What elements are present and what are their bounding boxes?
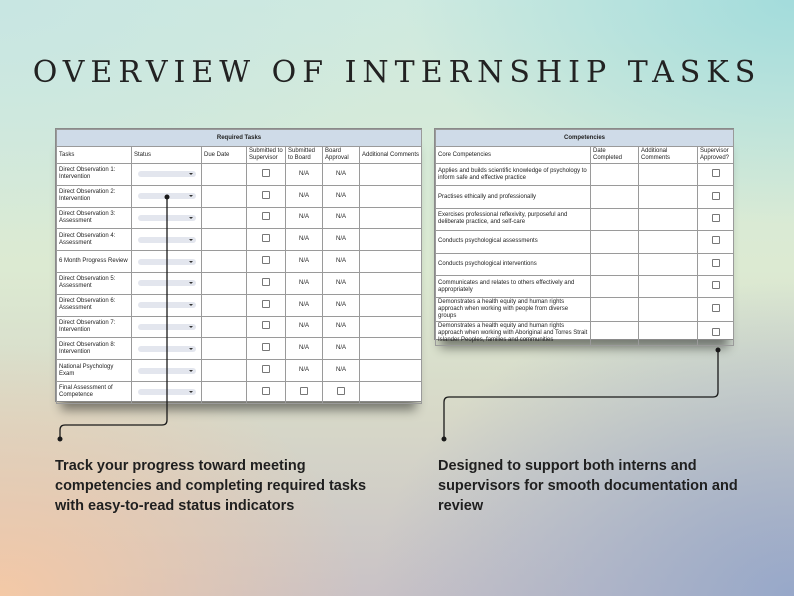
due-date-cell[interactable]: [202, 251, 247, 273]
additional-comments-cell[interactable]: [639, 231, 698, 253]
competencies-col-header: Additional Comments: [639, 147, 698, 164]
competencies-col-header: Date Completed: [591, 147, 639, 164]
supervisor-approved-checkbox[interactable]: [712, 236, 720, 244]
task-name: Direct Observation 5: Assessment: [57, 272, 132, 294]
submitted-supervisor-checkbox[interactable]: [262, 387, 270, 395]
date-completed-cell[interactable]: [591, 322, 639, 346]
status-dropdown[interactable]: [138, 302, 196, 308]
submitted-board-na: N/A: [286, 294, 323, 316]
due-date-cell[interactable]: [202, 338, 247, 360]
task-name: Direct Observation 6: Assessment: [57, 294, 132, 316]
due-date-cell[interactable]: [202, 381, 247, 403]
submitted-supervisor-cell: [247, 381, 286, 403]
supervisor-approved-checkbox[interactable]: [712, 169, 720, 177]
submitted-supervisor-checkbox[interactable]: [262, 256, 270, 264]
required-tasks-col-header: Submitted to Board: [286, 147, 323, 164]
status-dropdown[interactable]: [138, 193, 196, 199]
table-row: [57, 207, 422, 229]
status-cell: [132, 229, 202, 251]
additional-comments-cell[interactable]: [639, 298, 698, 322]
table-row: [436, 322, 734, 346]
competency-name: Applies and builds scientific knowledge of psychology to inform safe and effective practice: [436, 164, 591, 186]
competency-name: Demonstrates a health equity and human rights approach when working with people from diverse groups: [436, 298, 591, 322]
additional-comments-cell[interactable]: [360, 251, 422, 273]
status-dropdown[interactable]: [138, 237, 196, 243]
due-date-cell[interactable]: [202, 294, 247, 316]
additional-comments-cell[interactable]: [360, 316, 422, 338]
status-cell: [132, 338, 202, 360]
due-date-cell[interactable]: [202, 272, 247, 294]
due-date-cell[interactable]: [202, 185, 247, 207]
supervisor-approved-checkbox[interactable]: [712, 192, 720, 200]
supervisor-approved-cell: [698, 231, 734, 253]
supervisor-approved-checkbox[interactable]: [712, 328, 720, 336]
competency-name: Practises ethically and professionally: [436, 186, 591, 208]
competency-name: Exercises professional reflexivity, purposeful and deliberate practice, and self-care: [436, 208, 591, 230]
date-completed-cell[interactable]: [591, 275, 639, 297]
due-date-cell[interactable]: [202, 164, 247, 186]
board-approval-na: N/A: [323, 185, 360, 207]
table-row: [57, 381, 422, 403]
required-tasks-banner: Required Tasks: [57, 130, 422, 147]
submitted-supervisor-checkbox[interactable]: [262, 234, 270, 242]
task-name: Direct Observation 1: Intervention: [57, 164, 132, 186]
submitted-supervisor-cell: [247, 338, 286, 360]
submitted-supervisor-cell: [247, 185, 286, 207]
submitted-supervisor-cell: [247, 316, 286, 338]
submitted-board-na: N/A: [286, 316, 323, 338]
submitted-supervisor-cell: [247, 207, 286, 229]
submitted-board-na: N/A: [286, 338, 323, 360]
submitted-supervisor-cell: [247, 272, 286, 294]
due-date-cell[interactable]: [202, 360, 247, 382]
date-completed-cell[interactable]: [591, 253, 639, 275]
additional-comments-cell[interactable]: [360, 229, 422, 251]
status-cell: [132, 360, 202, 382]
board-approval-na: N/A: [323, 338, 360, 360]
required-tasks-col-header: Status: [132, 147, 202, 164]
additional-comments-cell[interactable]: [639, 275, 698, 297]
required-tasks-table: [56, 129, 422, 404]
required-tasks-col-header: Submitted to Supervisor: [247, 147, 286, 164]
table-row: [436, 186, 734, 208]
competencies-col-header: Core Competencies: [436, 147, 591, 164]
required-tasks-col-header: Board Approval: [323, 147, 360, 164]
submitted-supervisor-cell: [247, 360, 286, 382]
table-row: [57, 272, 422, 294]
additional-comments-cell[interactable]: [360, 381, 422, 403]
table-row: [436, 164, 734, 186]
supervisor-approved-checkbox[interactable]: [712, 259, 720, 267]
submitted-supervisor-cell: [247, 251, 286, 273]
submitted-supervisor-checkbox[interactable]: [262, 365, 270, 373]
right-connector-dot-top: [716, 348, 721, 353]
additional-comments-cell[interactable]: [360, 185, 422, 207]
submitted-supervisor-checkbox[interactable]: [262, 321, 270, 329]
submitted-board-na: N/A: [286, 185, 323, 207]
submitted-supervisor-checkbox[interactable]: [262, 300, 270, 308]
status-cell: [132, 164, 202, 186]
left-connector-dot-bottom: [58, 437, 63, 442]
table-row: [436, 231, 734, 253]
additional-comments-cell[interactable]: [360, 207, 422, 229]
date-completed-cell[interactable]: [591, 186, 639, 208]
date-completed-cell[interactable]: [591, 231, 639, 253]
competencies-sheet: [434, 128, 734, 344]
right-connector-dot-bottom: [442, 437, 447, 442]
left-caption: Track your progress toward meeting competencies and completing required tasks with easy-to-read status indicators: [55, 458, 367, 514]
due-date-cell[interactable]: [202, 207, 247, 229]
board-approval-na: N/A: [323, 251, 360, 273]
task-name: Direct Observation 3: Assessment: [57, 207, 132, 229]
table-row: [57, 251, 422, 273]
submitted-supervisor-cell: [247, 229, 286, 251]
board-approval-na: N/A: [323, 294, 360, 316]
due-date-cell[interactable]: [202, 316, 247, 338]
task-name: National Psychology Exam: [57, 360, 132, 382]
board-approval-na: N/A: [323, 272, 360, 294]
required-tasks-col-header: Tasks: [57, 147, 132, 164]
status-cell: [132, 207, 202, 229]
status-dropdown[interactable]: [138, 368, 196, 374]
table-row: [436, 208, 734, 230]
submitted-board-na: N/A: [286, 207, 323, 229]
competencies-col-header: Supervisor Approved?: [698, 147, 734, 164]
additional-comments-cell[interactable]: [639, 253, 698, 275]
table-row: [57, 229, 422, 251]
supervisor-approved-cell: [698, 253, 734, 275]
submitted-board-checkbox[interactable]: [300, 387, 308, 395]
additional-comments-cell[interactable]: [639, 186, 698, 208]
competencies-banner: Competencies: [436, 130, 734, 147]
supervisor-approved-cell: [698, 164, 734, 186]
right-caption: Designed to support both interns and supervisors for smooth documentation and review: [438, 458, 738, 514]
status-dropdown[interactable]: [138, 324, 196, 330]
table-row: [57, 316, 422, 338]
competency-name: Conducts psychological interventions: [436, 253, 591, 275]
date-completed-cell[interactable]: [591, 298, 639, 322]
status-cell: [132, 316, 202, 338]
status-dropdown[interactable]: [138, 280, 196, 286]
table-row: [57, 338, 422, 360]
status-cell: [132, 272, 202, 294]
submitted-supervisor-checkbox[interactable]: [262, 169, 270, 177]
required-tasks-col-header: Additional Comments: [360, 147, 422, 164]
table-row: [436, 275, 734, 297]
table-row: [57, 294, 422, 316]
board-approval-na: N/A: [323, 164, 360, 186]
required-tasks-sheet: [55, 128, 422, 402]
right-connector-line: [444, 350, 718, 439]
additional-comments-cell[interactable]: [360, 294, 422, 316]
submitted-supervisor-cell: [247, 294, 286, 316]
competency-name: Communicates and relates to others effectively and appropriately: [436, 275, 591, 297]
additional-comments-cell[interactable]: [360, 338, 422, 360]
competencies-table: [435, 129, 734, 346]
table-row: [57, 360, 422, 382]
status-dropdown[interactable]: [138, 171, 196, 177]
additional-comments-cell[interactable]: [639, 164, 698, 186]
supervisor-approved-cell: [698, 208, 734, 230]
status-dropdown[interactable]: [138, 259, 196, 265]
additional-comments-cell[interactable]: [639, 322, 698, 346]
additional-comments-cell[interactable]: [639, 208, 698, 230]
required-tasks-col-header: Due Date: [202, 147, 247, 164]
board-approval-cell: [323, 381, 360, 403]
submitted-board-na: N/A: [286, 251, 323, 273]
submitted-supervisor-cell: [247, 164, 286, 186]
additional-comments-cell[interactable]: [360, 360, 422, 382]
submitted-board-na: N/A: [286, 272, 323, 294]
board-approval-checkbox[interactable]: [337, 387, 345, 395]
board-approval-na: N/A: [323, 360, 360, 382]
status-cell: [132, 251, 202, 273]
submitted-supervisor-checkbox[interactable]: [262, 278, 270, 286]
submitted-supervisor-checkbox[interactable]: [262, 212, 270, 220]
due-date-cell[interactable]: [202, 229, 247, 251]
table-row: [57, 185, 422, 207]
supervisor-approved-cell: [698, 298, 734, 322]
submitted-supervisor-checkbox[interactable]: [262, 343, 270, 351]
status-cell: [132, 294, 202, 316]
additional-comments-cell[interactable]: [360, 272, 422, 294]
task-name: Direct Observation 4: Assessment: [57, 229, 132, 251]
date-completed-cell[interactable]: [591, 164, 639, 186]
status-dropdown[interactable]: [138, 389, 196, 395]
board-approval-na: N/A: [323, 316, 360, 338]
additional-comments-cell[interactable]: [360, 164, 422, 186]
supervisor-approved-cell: [698, 322, 734, 346]
supervisor-approved-checkbox[interactable]: [712, 214, 720, 222]
table-row: [57, 164, 422, 186]
submitted-supervisor-checkbox[interactable]: [262, 191, 270, 199]
page-title: OVERVIEW OF INTERNSHIP TASKS: [32, 55, 762, 90]
status-cell: [132, 381, 202, 403]
supervisor-approved-cell: [698, 275, 734, 297]
submitted-board-na: N/A: [286, 229, 323, 251]
status-dropdown[interactable]: [138, 215, 196, 221]
table-row: [436, 298, 734, 322]
board-approval-na: N/A: [323, 229, 360, 251]
task-name: 6 Month Progress Review: [57, 251, 132, 273]
submitted-board-na: N/A: [286, 164, 323, 186]
submitted-board-cell: [286, 381, 323, 403]
task-name: Final Assessment of Competence: [57, 381, 132, 403]
competency-name: Conducts psychological assessments: [436, 231, 591, 253]
supervisor-approved-cell: [698, 186, 734, 208]
task-name: Direct Observation 8: Intervention: [57, 338, 132, 360]
competency-name: Demonstrates a health equity and human rights approach when working with Aboriginal and Torres Strait Islander Peoples, families and communities: [436, 322, 591, 346]
date-completed-cell[interactable]: [591, 208, 639, 230]
task-name: Direct Observation 7: Intervention: [57, 316, 132, 338]
supervisor-approved-checkbox[interactable]: [712, 281, 720, 289]
status-cell: [132, 185, 202, 207]
submitted-board-na: N/A: [286, 360, 323, 382]
supervisor-approved-checkbox[interactable]: [712, 304, 720, 312]
task-name: Direct Observation 2: Intervention: [57, 185, 132, 207]
table-row: [436, 253, 734, 275]
status-dropdown[interactable]: [138, 346, 196, 352]
board-approval-na: N/A: [323, 207, 360, 229]
